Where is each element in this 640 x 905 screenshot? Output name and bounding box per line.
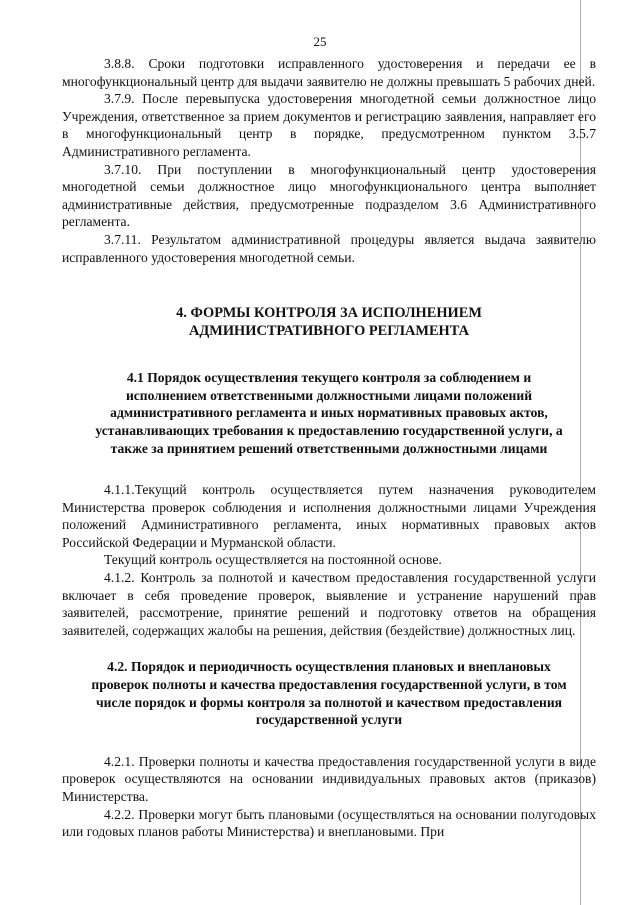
section-4-2-heading: [62, 658, 596, 728]
heading-line: исполнением ответственными должностными лицами положений: [125, 387, 533, 403]
paragraph-4-2-2: 4.2.2. Проверки могут быть плановыми (осуществляться на основании полугодовых или годовых планов работы Министерства) и внеплановыми. При: [62, 806, 596, 840]
paragraph-3-7-9: 3.7.9. После перевыпуска удостоверения многодетной семьи должностное лицо Учреждения, ответственное за прием документов и регистрацию заявления, направляет его в многофункциональный центр в порядке, предусмотренном пунктом 3.5.7 Административного регламента.: [62, 91, 596, 159]
heading-line: 4.1 Порядок осуществления текущего контроля за соблюдением и: [126, 370, 532, 386]
heading-line: устанавливающих требования к предоставлению государственной услуги, а: [95, 422, 563, 438]
heading-line: административного регламента и иных нормативных правовых актов,: [110, 405, 548, 421]
heading-line: АДМИНИСТРАТИВНОГО РЕГЛАМЕНТА: [188, 323, 470, 340]
heading-line: также за принятием решений ответственными должностными лицами: [110, 440, 548, 456]
section-4-heading: [62, 304, 596, 340]
heading-line: 4. ФОРМЫ КОНТРОЛЯ ЗА ИСПОЛНЕНИЕМ: [176, 305, 482, 322]
paragraph-4-2-1: 4.2.1. Проверки полноты и качества предоставления государственной услуги в виде проверок осуществляются на основании индивидуальных правовых актов (приказов) Министерства.: [62, 753, 596, 804]
heading-line: государственной услуги: [255, 712, 403, 728]
paragraph-3-7-11: 3.7.11. Результатом административной процедуры является выдача заявителю исправленного удостоверения многодетной семьи.: [62, 231, 596, 265]
paragraph-3-7-10: 3.7.10. При поступлении в многофункциональный центр удостоверения многодетной семьи должностное лицо многофункционального центра выполняет административные действия, предусмотренные подразделом 3.6 Административного регламента.: [62, 161, 596, 230]
page-number: 25: [313, 34, 327, 49]
section-4-1-heading: [62, 369, 596, 457]
paragraph-4-1-1: 4.1.1.Текущий контроль осуществляется путем назначения руководителем Министерства проверок соблюдения и исполнения должностными лицами Учреждения положений Административного регламента, иных нормативных правовых актов Российской Федерации и Мурманской области.: [62, 482, 596, 550]
heading-line: числе порядок и формы контроля за полнотой и качеством предоставления: [95, 694, 563, 710]
paragraph-4-1-2: 4.1.2. Контроль за полнотой и качеством предоставления государственной услуги включает в себя проведение проверок, выявление и устранение нарушений прав заявителей, рассмотрение, принятие решений и подготовку ответов на обращения заявителей, содержащих жалобы на решения, действия (бездействие) должностных лиц.: [62, 570, 596, 638]
heading-line: 4.2. Порядок и периодичность осуществления плановых и внеплановых: [107, 659, 551, 675]
heading-line: проверок полноты и качества предоставления государственной услуги, в том: [91, 677, 567, 693]
page-content: [62, 55, 596, 841]
paragraph-4-1-1-continued: Текущий контроль осуществляется на постоянной основе.: [104, 552, 442, 568]
paragraph-3-8-8: 3.8.8. Сроки подготовки исправленного удостоверения и передачи ее в многофункциональный центр для выдачи заявителю не должны превышать 5 рабочих дней.: [62, 56, 596, 89]
